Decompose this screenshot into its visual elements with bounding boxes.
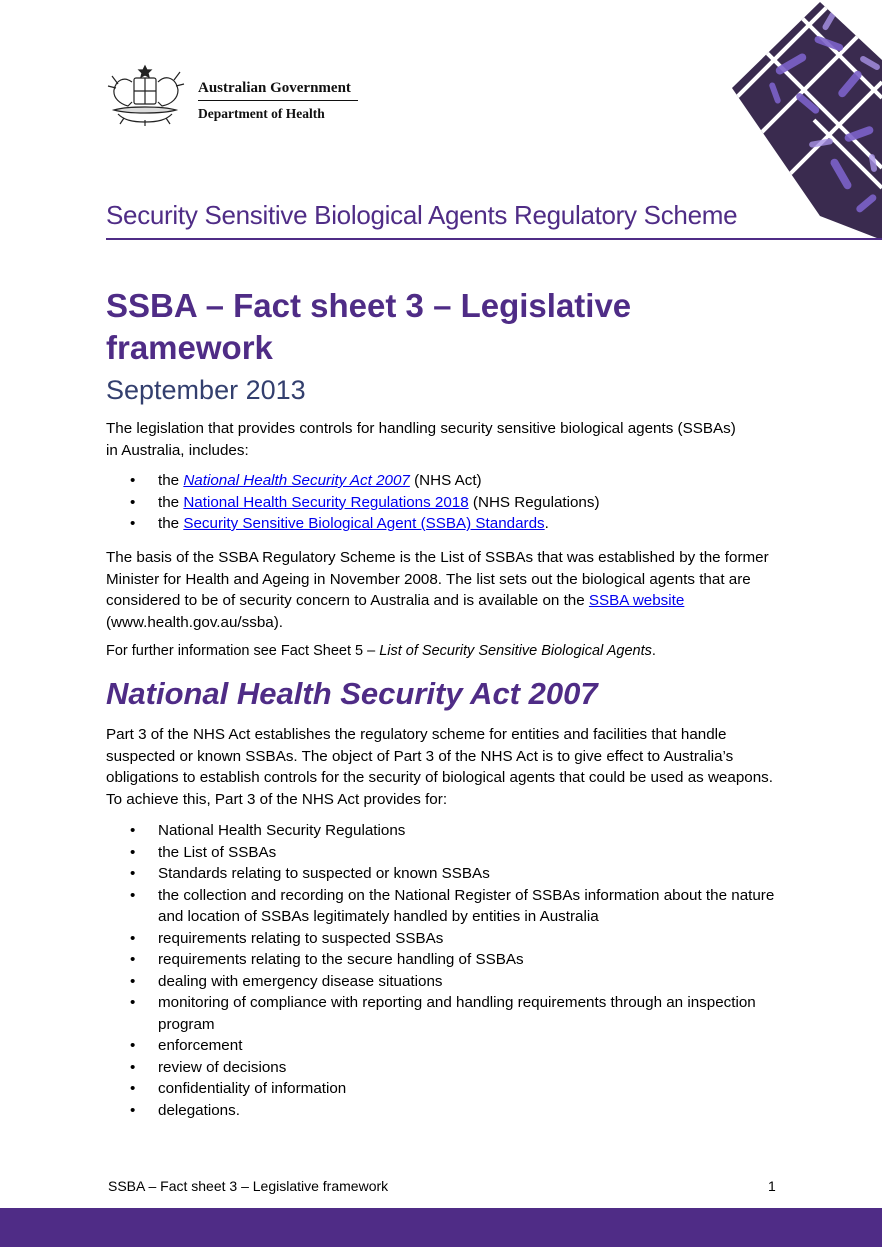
government-name: Australian Government <box>198 80 351 96</box>
bullet-icon: • <box>130 865 136 882</box>
bullet-icon: • <box>130 886 136 904</box>
list-item: • the National Health Security Act 2007 (NHS Act) <box>130 470 770 492</box>
bullet-icon: • <box>130 1058 136 1076</box>
government-logo <box>104 62 364 128</box>
bullet-icon: • <box>130 822 136 839</box>
ssba-website-link[interactable]: SSBA website <box>588 592 685 609</box>
bullet-icon: • <box>130 1080 136 1097</box>
header-divider <box>106 238 882 240</box>
ssba-standards-link[interactable]: Security Sensitive Biological Agent (SSBA) Standards <box>183 515 545 532</box>
coat-of-arms-icon <box>104 62 186 126</box>
list-item: • requirements relating to the secure handling of SSBAs <box>130 949 790 971</box>
bullet-icon: • <box>130 972 136 990</box>
list-item: • delegations. <box>130 1100 790 1122</box>
bullet-icon: • <box>130 515 136 532</box>
list-item: • the List of SSBAs <box>130 842 790 864</box>
list-item: • enforcement <box>130 1035 790 1057</box>
footer-title: SSBA – Fact sheet 3 – Legislative framework <box>108 1178 389 1194</box>
list-item: • requirements relating to suspected SSBAs <box>130 928 790 950</box>
decorative-bacteria-graphic <box>724 0 882 240</box>
list-item: • Standards relating to suspected or known SSBAs <box>130 863 790 885</box>
document-date: September 2013 <box>106 375 306 405</box>
bullet-icon: • <box>130 1101 136 1119</box>
bullet-icon: • <box>130 929 136 947</box>
bullet-icon: • <box>130 493 136 511</box>
page-number: 1 <box>768 1178 776 1194</box>
nhs-regulations-link[interactable]: National Health Security Regulations 2018 <box>183 493 469 511</box>
bullet-icon: • <box>130 843 136 861</box>
bullet-icon: • <box>130 1037 136 1054</box>
logo-divider <box>198 100 358 101</box>
bullet-icon: • <box>130 472 136 489</box>
provisions-list <box>130 820 790 1121</box>
intro-paragraph: The legislation that provides controls for handling security sensitive biological agents (SSBAs) in Australia, includes: <box>106 420 736 459</box>
list-item: • the collection and recording on the National Register of SSBAs information about the nature and location of SSBAs legitimately handled by entities in Australia <box>130 886 775 925</box>
document-title: SSBA – Fact sheet 3 – Legislative framework <box>106 287 632 366</box>
section-paragraph: Part 3 of the NHS Act establishes the regulatory scheme for entities and facilities that handle suspected or known SSBAs. The object of Part 3 of the NHS Act is to give effect to Australia’s obligations to establish controls for the security of biological agents that could be used as weapons. To achieve this, Part 3 of the NHS Act provides for: <box>106 726 773 808</box>
basis-paragraph: The basis of the SSBA Regulatory Scheme is the List of SSBAs that was established by the former Minister for Health and Ageing in November 2008. The list sets out the biological agents that are considered to be of security concern to Australia and is available on the SSBA website (www.health.gov.au/ssba). <box>106 549 769 631</box>
list-item: • monitoring of compliance with reporting and handling requirements through an inspection program <box>130 994 756 1033</box>
list-item: • confidentiality of information <box>130 1078 790 1100</box>
list-item: • National Health Security Regulations <box>130 820 790 842</box>
further-info-paragraph: For further information see Fact Sheet 5 – List of Security Sensitive Biological Agents. <box>106 643 656 659</box>
footer-bar <box>0 1208 882 1247</box>
bullet-icon: • <box>130 994 136 1011</box>
section-heading: National Health Security Act 2007 <box>106 676 598 711</box>
bullet-icon: • <box>130 951 136 968</box>
list-item: • the Security Sensitive Biological Agent (SSBA) Standards. <box>130 513 770 535</box>
legislation-list <box>130 470 770 535</box>
scheme-title: Security Sensitive Biological Agents Regulatory Scheme <box>106 200 738 230</box>
nhs-act-link[interactable]: National Health Security Act 2007 <box>183 472 410 489</box>
department-name: Department of Health <box>198 106 325 121</box>
list-item: • the National Health Security Regulations 2018 (NHS Regulations) <box>130 492 770 514</box>
list-item: • dealing with emergency disease situations <box>130 971 790 993</box>
list-item: • review of decisions <box>130 1057 790 1079</box>
